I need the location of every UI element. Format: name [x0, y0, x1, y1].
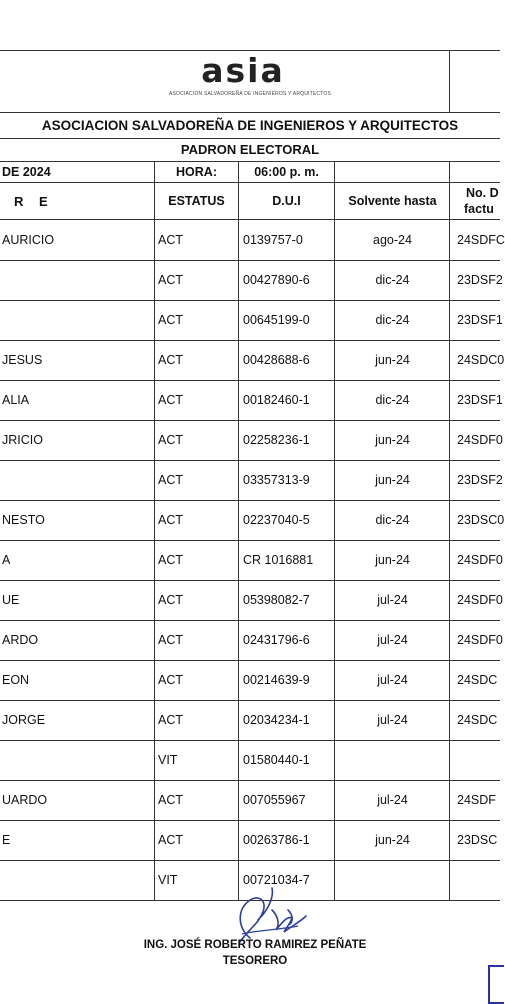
logo-subtitle: ASOCIACION SALVADOREÑA DE INGENIEROS Y ARQUITECTOS: [168, 91, 332, 97]
date-fragment: DE 2024: [2, 165, 51, 179]
row-solvente: jul-24: [377, 593, 408, 607]
row-name: ALIA: [2, 393, 30, 407]
row-estatus: ACT: [158, 553, 183, 567]
org-title: ASOCIACION SALVADOREÑA DE INGENIEROS Y ARQUITECTOS: [41, 118, 459, 133]
row-name: AURICIO: [2, 233, 55, 247]
col-estatus: ESTATUS: [168, 194, 225, 208]
row-factura: 24SDF: [457, 793, 496, 807]
row-solvente: jun-24: [375, 433, 410, 447]
row-factura: 23DSF2: [457, 273, 503, 287]
grid-line: [334, 162, 335, 900]
row-dui: 02431796-6: [243, 633, 310, 647]
row-solvente: [335, 740, 450, 780]
row-solvente: dic-24: [375, 273, 410, 287]
row-factura: 23DSC0: [457, 513, 505, 527]
row-solvente: jul-24: [377, 673, 408, 687]
row-factura: 24SDFC: [457, 233, 505, 247]
row-factura: 24SDF0: [457, 553, 503, 567]
row-name: A: [2, 553, 11, 567]
row-estatus: ACT: [158, 273, 183, 287]
col-factura-line2: factu: [464, 201, 494, 216]
row-name: [2, 300, 152, 340]
row-name: [2, 740, 152, 780]
row-factura: 24SDC: [457, 673, 498, 687]
row-name: UARDO: [2, 793, 48, 807]
row-name: JORGE: [2, 713, 46, 727]
col-factura-line1: No. D: [466, 185, 499, 200]
hora-label: HORA:: [176, 165, 217, 179]
row-estatus: ACT: [158, 433, 183, 447]
row-name: EON: [2, 673, 30, 687]
row-factura: 23DSF2: [457, 473, 503, 487]
grid-line: [449, 162, 450, 900]
row-solvente: jul-24: [377, 633, 408, 647]
doc-title: PADRON ELECTORAL: [180, 142, 320, 157]
row-solvente: jul-24: [377, 713, 408, 727]
row-dui: 00427890-6: [243, 273, 310, 287]
row-solvente: jul-24: [377, 793, 408, 807]
stamp-edge: [488, 965, 504, 1004]
logo-bottom-rule: [0, 112, 500, 113]
row-name: NESTO: [2, 513, 45, 527]
row-name: UE: [2, 593, 20, 607]
row-solvente: jun-24: [375, 353, 410, 367]
row-dui: 00721034-7: [243, 873, 310, 887]
row-estatus: VIT: [158, 873, 178, 887]
row-estatus: ACT: [158, 473, 183, 487]
row-name: [2, 860, 152, 900]
row-estatus: ACT: [158, 233, 183, 247]
row-factura: 24SDC0: [457, 353, 505, 367]
row-estatus: ACT: [158, 633, 183, 647]
row-estatus: ACT: [158, 313, 183, 327]
row-estatus: ACT: [158, 593, 183, 607]
row-solvente: jun-24: [375, 473, 410, 487]
row-dui: CR 1016881: [243, 553, 314, 567]
col-name: R E: [14, 193, 54, 209]
asia-logo: asia: [201, 51, 285, 90]
row-name: [2, 260, 152, 300]
row-solvente: ago-24: [373, 233, 412, 247]
row-factura: 24SDF0: [457, 593, 503, 607]
grid-line: [154, 162, 155, 900]
logo-divider: [449, 50, 450, 112]
row-dui: 00263786-1: [243, 833, 310, 847]
row-name: JESUS: [2, 353, 43, 367]
row-factura: 24SDC: [457, 713, 498, 727]
row-dui: 03357313-9: [243, 473, 310, 487]
row-name: ARDO: [2, 633, 39, 647]
row-estatus: VIT: [158, 753, 178, 767]
row-dui: 00645199-0: [243, 313, 310, 327]
col-solvente: Solvente hasta: [348, 194, 437, 208]
row-estatus: ACT: [158, 353, 183, 367]
row-factura: [457, 740, 500, 780]
row-dui: 02237040-5: [243, 513, 310, 527]
row-dui: 007055967: [243, 793, 306, 807]
row-factura: 23DSF1: [457, 313, 503, 327]
row-estatus: ACT: [158, 833, 183, 847]
row-factura: 24SDF0: [457, 433, 503, 447]
row-dui: 00214639-9: [243, 673, 310, 687]
row-dui: 00182460-1: [243, 393, 310, 407]
row-dui: 00428688-6: [243, 353, 310, 367]
row-name: E: [2, 833, 11, 847]
row-solvente: jun-24: [375, 833, 410, 847]
grid-line: [238, 162, 239, 900]
row-solvente: dic-24: [375, 313, 410, 327]
row-solvente: jun-24: [375, 553, 410, 567]
row-dui: 0139757-0: [243, 233, 303, 247]
row-solvente: dic-24: [375, 513, 410, 527]
hora-value: 06:00 p. m.: [254, 165, 319, 179]
row-solvente: dic-24: [375, 393, 410, 407]
row-estatus: ACT: [158, 793, 183, 807]
row-estatus: ACT: [158, 713, 183, 727]
row-name: JRICIO: [2, 433, 43, 447]
row-name: [2, 460, 152, 500]
signer-role: TESORERO: [222, 955, 288, 967]
row-dui: 02258236-1: [243, 433, 310, 447]
row-estatus: ACT: [158, 513, 183, 527]
col-dui: D.U.I: [272, 194, 301, 208]
row-factura: 23DSC: [457, 833, 498, 847]
row-dui: 01580440-1: [243, 753, 310, 767]
org-rule: [0, 138, 500, 139]
signer-name: ING. JOSÉ ROBERTO RAMIREZ PEÑATE: [143, 939, 367, 951]
row-dui: 05398082-7: [243, 593, 310, 607]
row-solvente: [335, 860, 450, 900]
row-factura: 23DSF1: [457, 393, 503, 407]
row-factura: [457, 860, 500, 900]
row-estatus: ACT: [158, 673, 183, 687]
row-dui: 02034234-1: [243, 713, 310, 727]
row-factura: 24SDF0: [457, 633, 503, 647]
row-estatus: ACT: [158, 393, 183, 407]
